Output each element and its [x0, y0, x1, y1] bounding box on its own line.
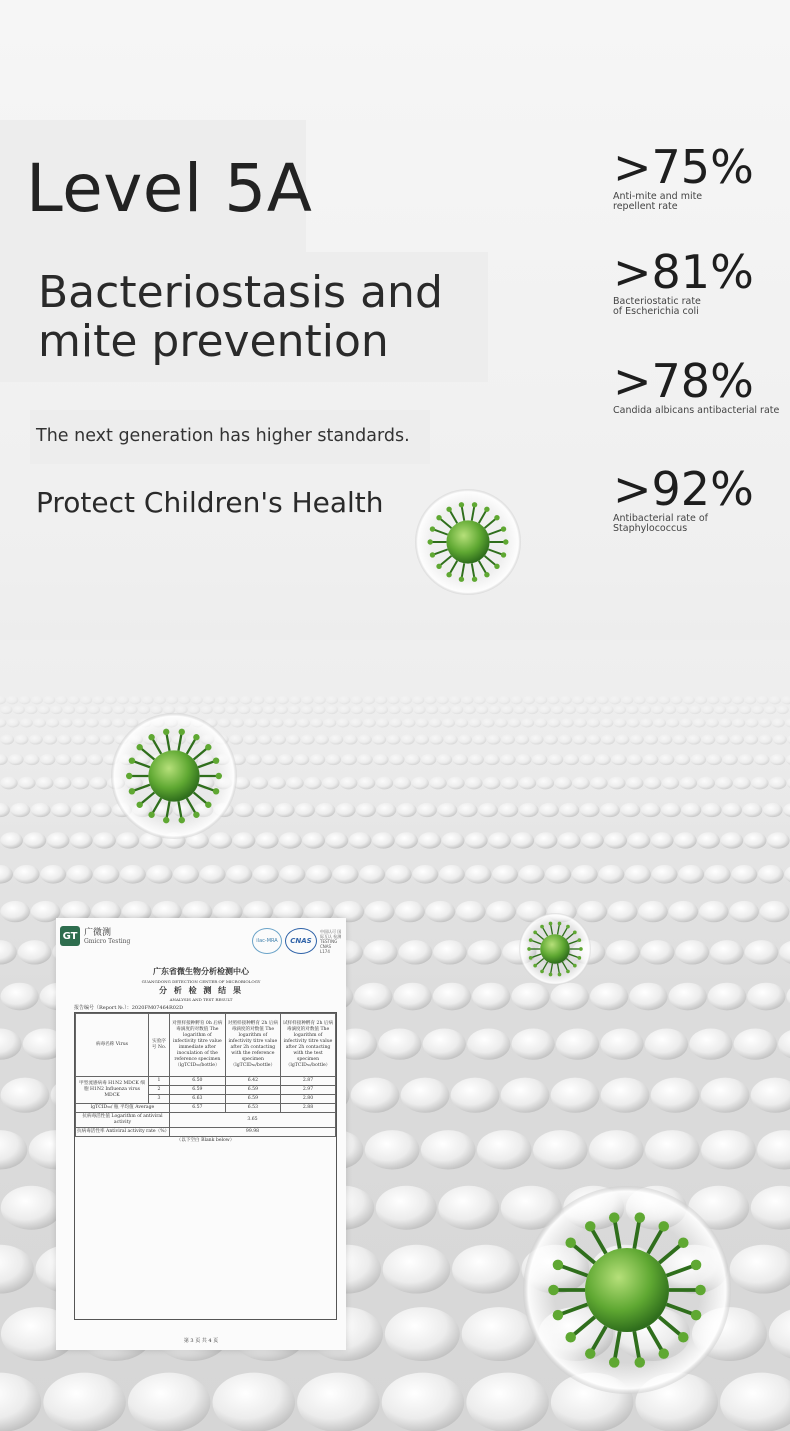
virus-icon: [522, 1185, 732, 1399]
cell: 2.87: [281, 1077, 336, 1086]
stat-e-coli: [613, 247, 790, 317]
stat-value: >92%: [613, 462, 754, 516]
test-report-document: [56, 918, 346, 1350]
rate-value: 99.98: [170, 1128, 336, 1137]
virus-icon: [110, 712, 238, 844]
cell: 2: [149, 1086, 170, 1095]
stat-anti-mite: [613, 142, 790, 212]
cell: 6.59: [225, 1095, 280, 1104]
cell: 2.80: [281, 1095, 336, 1104]
table-row-log: [76, 1113, 336, 1128]
cell: 2.88: [281, 1104, 336, 1113]
ilac-badge-icon: ilac-MRA: [252, 928, 282, 954]
cell: 3: [149, 1095, 170, 1104]
col-virus: 病毒名称 Virus: [76, 1014, 149, 1077]
main-heading: [38, 268, 443, 366]
blank-below: （以下空白 Blank below）: [176, 1138, 235, 1143]
col-ref2: 对照样接种孵育 2h 后病毒滴度的对数值 The logarithm of infectivity titre value after 2h contacting with the reference specimen（lgTCID₅₀/bottle）: [225, 1014, 280, 1077]
report-subtitle: 分 析 检 测 结 果: [159, 985, 243, 995]
report-table: [74, 1012, 337, 1320]
virus-icon: [518, 912, 592, 990]
table-row-blank: [76, 1137, 336, 1260]
report-org-cn: 广微测: [84, 927, 112, 938]
gmicro-logo-icon: GT: [60, 926, 80, 946]
log-value: 3.65: [170, 1113, 336, 1128]
cell: 6.57: [170, 1104, 226, 1113]
cell: 6.42: [225, 1077, 280, 1086]
stat-value: >81%: [613, 245, 754, 299]
table-row: [76, 1077, 336, 1086]
cell: 6.50: [170, 1077, 226, 1086]
rate-label: 抗病毒活性率 Antiviral activity rate（%）: [76, 1128, 170, 1137]
stat-label: Bacteriostatic rate of Escherichia coli: [613, 296, 701, 317]
report-title: 广东省微生物分析检测中心: [153, 966, 249, 976]
report-org-en: Gmicro Testing: [84, 937, 131, 945]
table-header-row: [76, 1014, 336, 1077]
col-ref0: 对照样接种孵育 0h 后病毒滴度的对数值 The logarithm of infectivity titre value immediate after inoculation of the reference specimen（lgTCID₅₀/bottle）: [170, 1014, 226, 1077]
table-row-rate: [76, 1128, 336, 1137]
accreditation-badges: [252, 928, 342, 954]
main-heading-line1: Bacteriostasis and: [38, 267, 443, 318]
stat-candida: [613, 356, 790, 416]
report-number: 报告编号（Report №.）：2020FM07464R02D: [74, 1005, 184, 1011]
virus-name-cell: 甲型流感病毒 H1N2 MDCK 细胞 H1N2 Influenza virus MDCK: [76, 1077, 149, 1104]
col-test2: 试样样接种孵育 2h 后病毒滴度的对数值 The logarithm of infectivity titre value after 2h contacting with the test specimen（lgTCID₅₀/bottle）: [281, 1014, 336, 1077]
cell: 6.59: [170, 1086, 226, 1095]
avg-label: lgTCID₅₀/ 瓶 平均值 Average: [76, 1104, 170, 1113]
stat-value: >75%: [613, 140, 754, 194]
cell: 6.63: [170, 1095, 226, 1104]
report-title-en: GUANGDONG DETECTION CENTER OF MICROBIOLOGY: [141, 979, 261, 984]
report-logo: [60, 926, 130, 946]
subheading: Protect Children's Health: [36, 486, 384, 519]
table-row-average: [76, 1104, 336, 1113]
stat-label: Antibacterial rate of Staphylococcus: [613, 513, 709, 534]
cell: 2.97: [281, 1086, 336, 1095]
stat-value: >78%: [613, 354, 754, 408]
level-title: Level 5A: [26, 150, 313, 227]
stat-staphylococcus: [613, 464, 790, 534]
stat-label: Candida albicans antibacterial rate: [613, 405, 780, 416]
tagline: The next generation has higher standards.: [36, 426, 410, 446]
cnas-badge-icon: CNAS: [285, 928, 317, 954]
report-subtitle-en: ANALYSIS AND TEST RESULT: [169, 997, 233, 1002]
cnas-note: 中国认可 国际互认 检测 TESTING CNAS L174: [320, 928, 342, 954]
report-org: [84, 928, 130, 945]
stat-label: Anti-mite and mite repellent rate: [613, 191, 703, 212]
virus-icon: [414, 488, 522, 600]
col-no: 实验序号 No.: [149, 1014, 170, 1077]
cell: 1: [149, 1077, 170, 1086]
main-heading-line2: mite prevention: [38, 316, 389, 367]
cell: 6.59: [225, 1086, 280, 1095]
report-page-number: 第 3 页 共 4 页: [183, 1338, 219, 1344]
cell: 6.53: [225, 1104, 280, 1113]
log-label: 抗病毒活性值 Logarithm of antiviral activity: [76, 1113, 170, 1128]
